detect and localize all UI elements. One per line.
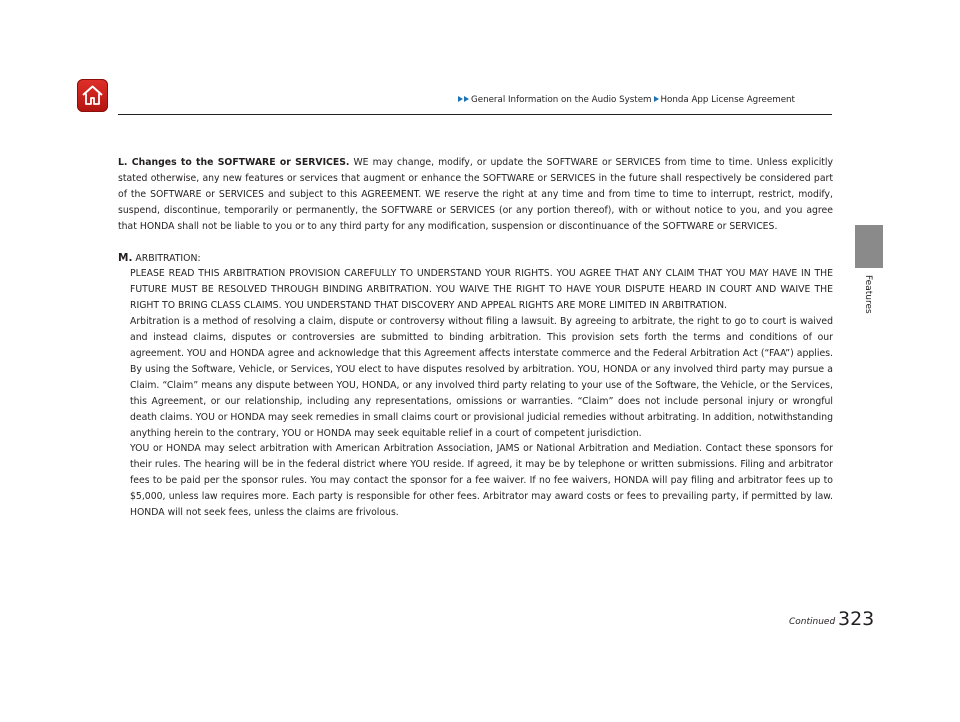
- section-m-paragraph-1: PLEASE READ THIS ARBITRATION PROVISION CAREFULLY TO UNDERSTAND YOUR RIGHTS. YOU AGREE THAT ANY CLAIM THAT YOU MAY HAVE IN THE FUTURE MUST BE RESOLVED THROUGH BINDING ARBITRATION. YOU WAIVE THE RIGHT TO HAVE YOUR DISPUTE HEARD IN COURT AND WAIVE THE RIGHT TO BRING CLASS CLAIMS. YOU UNDERSTAND THAT DISCOVERY AND APPEAL RIGHTS ARE MORE LIMITED IN ARBITRATION.: [130, 268, 833, 312]
- page-number: 323: [838, 608, 875, 630]
- breadcrumb-arrow-icon: [654, 96, 659, 102]
- section-m-paragraph-3: YOU or HONDA may select arbitration with American Arbitration Association, JAMS or National Arbitration and Mediation. Contact these sponsors for their rules. The hearing will be in the federal district where YOU reside. If agreed, it may be by telephone or written submissions. Filing and arbitrator fees to be paid per the sponsor rules. You may contact the sponsor for a fee waiver. If no fee waivers, HONDA will pay filing and arbitrator fees up to $5,000, unless law requires more. Each party is responsible for other fees. Arbitrator may award costs or fees to prevailing party, if permitted by law. HONDA will not seek fees, unless the claims are frivolous.: [130, 443, 833, 519]
- home-button[interactable]: [77, 79, 108, 112]
- section-m-label: M.: [118, 251, 133, 264]
- section-m-title: ARBITRATION:: [135, 252, 201, 264]
- section-m-paragraph-2: Arbitration is a method of resolving a claim, dispute or controversy without filing a lawsuit. By agreeing to arbitrate, the right to go to court is waived and instead claims, disputes or controversies are submitted to binding arbitration. This provision sets forth the terms and conditions of our agreement. YOU and HONDA agree and acknowledge that this Agreement affects interstate commerce and the Federal Arbitration Act (“FAA”) applies. By using the Software, Vehicle, or Services, YOU elect to have disputes resolved by arbitration. YOU, HONDA or any involved third party may pursue a Claim. “Claim” means any dispute between YOU, HONDA, or any involved third party relating to your use of the Software, the Vehicle, or the Services, this Agreement, or our relationship, including any representations, omissions or warranties. “Claim” does not include personal injury or wrongful death claims. YOU or HONDA may seek remedies in small claims court or provisional judicial remedies without arbitrating. In addition, notwithstanding anything herein to the contrary, YOU or HONDA may seek equitable relief in a court of competent jurisdiction.: [130, 316, 833, 439]
- section-m-title-line: [118, 251, 833, 267]
- breadcrumb-item[interactable]: General Information on the Audio System: [471, 95, 652, 105]
- header-divider: [118, 114, 832, 115]
- section-l: [118, 155, 833, 235]
- section-tab[interactable]: [855, 225, 883, 268]
- home-icon: [81, 84, 104, 107]
- section-tab-label: Features: [863, 275, 873, 314]
- section-l-body: WE may change, modify, or update the SOFTWARE or SERVICES from time to time. Unless explicitly stated otherwise, any new features or services that augment or enhance the SOFTWARE or SERVICES in the future shall respectively be considered part of the SOFTWARE or SERVICES and subject to this AGREEMENT. WE reserve the right at any time and from time to time to interrupt, restrict, modify, suspend, discontinue, temporarily or permanently, the SOFTWARE or SERVICES (or any portion thereof), with or without notice to you, and you agree that HONDA shall not be liable to you or to any third party for any modification, suspension or discontinuance of the SOFTWARE or SERVICES.: [118, 157, 834, 232]
- breadcrumb: [458, 95, 834, 105]
- page-content: [118, 155, 833, 521]
- section-l-heading: L. Changes to the SOFTWARE or SERVICES.: [118, 157, 350, 168]
- breadcrumb-item[interactable]: Honda App License Agreement: [660, 95, 795, 105]
- breadcrumb-arrow-icon: [458, 96, 463, 102]
- breadcrumb-arrow-icon: [464, 96, 469, 102]
- continued-label: Continued: [789, 617, 836, 627]
